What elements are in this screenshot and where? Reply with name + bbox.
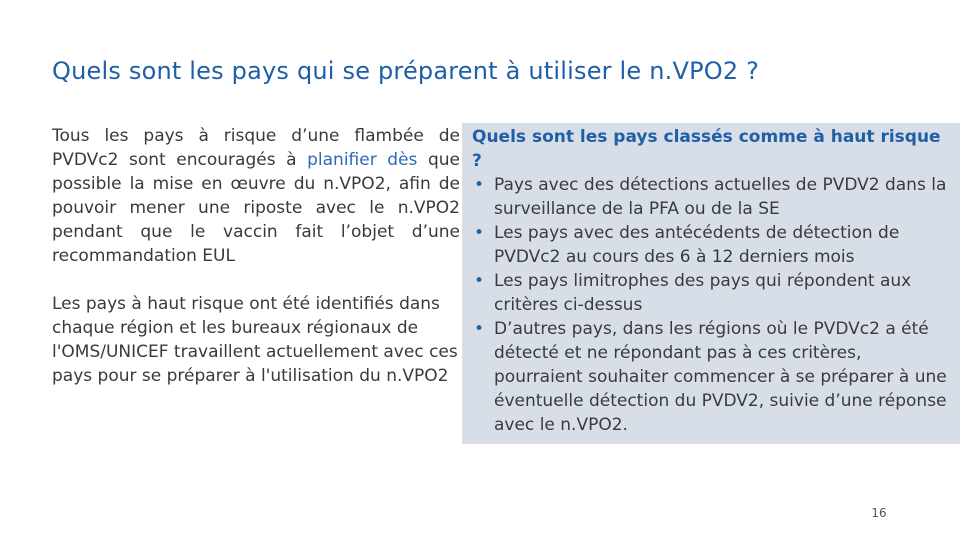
bullet-item [472, 317, 948, 437]
left-paragraph-1 [52, 124, 460, 268]
left-paragraph-1-part-1: Tous les pays à risque d’une flambée de PVDVc2 sont encouragés à [52, 126, 460, 170]
bullet-dot-icon: • [474, 223, 485, 243]
planifier-highlight: planifier dès [307, 150, 418, 170]
bullet-dot-icon: • [474, 175, 485, 195]
bullet-item [472, 221, 948, 269]
high-risk-info-box [462, 123, 960, 444]
bullet-text: D’autres pays, dans les régions où le PVDVc2 a été détecté et ne répondant pas à ces critères, pourraient souhaiter commencer à se préparer à une éventuelle détection du PVDV2, suivie d’une réponse avec le n.VPO2. [494, 319, 947, 435]
high-risk-bullet-list [472, 173, 948, 437]
high-risk-heading: Quels sont les pays classés comme à haut risque ? [472, 127, 941, 171]
left-text-column [52, 124, 460, 388]
bullet-item [472, 173, 948, 221]
page-number: 16 [871, 506, 887, 520]
bullet-text: Les pays avec des antécédents de détection de PVDVc2 au cours des 6 à 12 derniers mois [494, 223, 900, 267]
left-paragraph-2: Les pays à haut risque ont été identifiés dans chaque région et les bureaux régionaux de l'OMS/UNICEF travaillent actuellement avec ces pays pour se préparer à l'utilisation du n.VPO2 [52, 294, 458, 386]
bullet-text: Pays avec des détections actuelles de PVDV2 dans la surveillance de la PFA ou de la SE [494, 175, 947, 219]
bullet-dot-icon: • [474, 271, 485, 291]
bullet-dot-icon: • [474, 319, 485, 339]
bullet-item [472, 269, 948, 317]
left-paragraph-1-part-2: que possible la mise en œuvre du n.VPO2, afin de pouvoir mener une riposte avec le n.VPO2 pendant que le vaccin fait l’objet d’une recommandation EUL [52, 150, 460, 266]
bullet-text: Les pays limitrophes des pays qui répondent aux critères ci-dessus [494, 271, 912, 315]
slide-title: Quels sont les pays qui se préparent à utiliser le n.VPO2 ? [52, 57, 760, 85]
